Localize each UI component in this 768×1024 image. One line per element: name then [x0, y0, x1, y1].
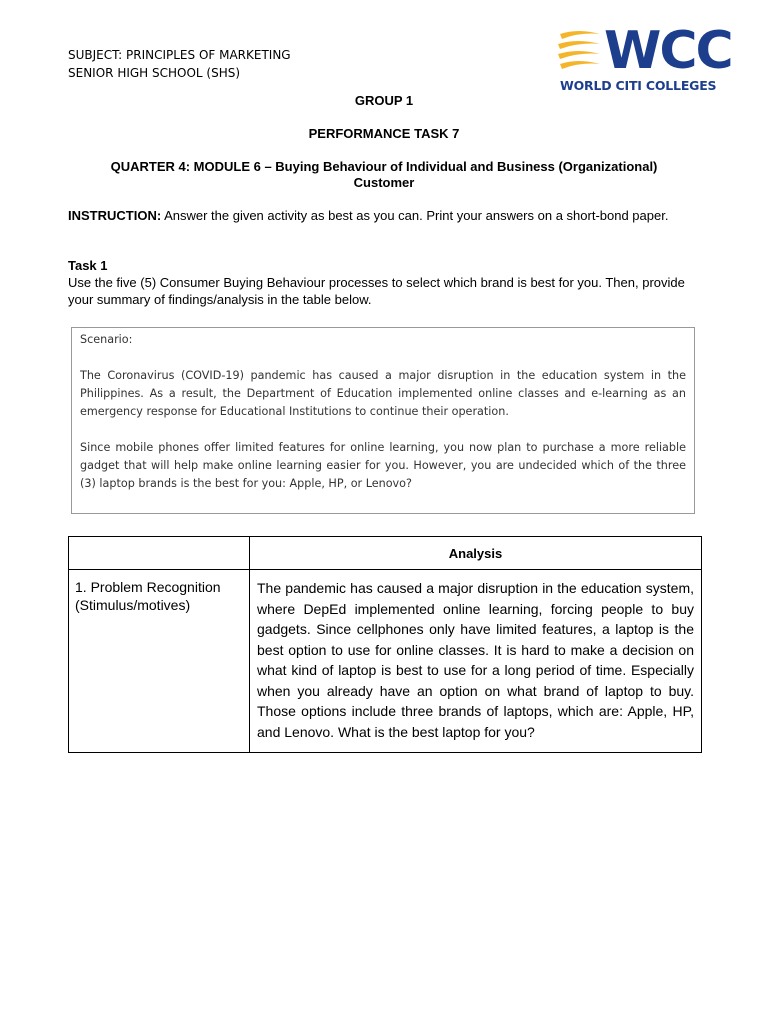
- task1-block: [68, 257, 698, 308]
- module-title: QUARTER 4: MODULE 6 – Buying Behaviour of Individual and Business (Organizational) Customer: [110, 159, 658, 190]
- logo-subtitle: WORLD CITI COLLEGES: [560, 78, 717, 93]
- table-row: [69, 570, 702, 753]
- school-line: SENIOR HIGH SCHOOL (SHS): [68, 66, 241, 80]
- scenario-box: [71, 327, 695, 514]
- scenario-paragraph-2: Since mobile phones offer limited features for online learning, you now plan to purchase a more reliable gadget that will help make online learning easier for you. However, you are undecided which of the three (3) laptop brands is the best for you: Apple, HP, or Lenovo?: [80, 441, 686, 490]
- instruction-label: INSTRUCTION:: [68, 208, 162, 223]
- logo-text: WCC: [604, 21, 732, 81]
- table-header-row: [69, 537, 702, 570]
- analysis-table: [68, 536, 702, 753]
- instruction-text: Answer the given activity as best as you can. Print your answers on a short-bond paper.: [161, 208, 669, 223]
- swoosh-icon: [556, 26, 604, 74]
- task1-text: Use the five (5) Consumer Buying Behaviour processes to select which brand is best for you. Then, provide your summary of findings/analysis in the table below.: [68, 275, 685, 307]
- scenario-paragraph-1: The Coronavirus (COVID-19) pandemic has caused a major disruption in the education system in the Philippines. As a result, the Department of Education implemented online classes and e-learning as an emergency response for Educational Institutions to continue their operation.: [80, 369, 686, 418]
- row-label: 1. Problem Recognition (Stimulus/motives): [69, 570, 250, 753]
- group-title: GROUP 1: [354, 93, 414, 108]
- scenario-title: Scenario:: [80, 333, 133, 346]
- task1-heading: Task 1: [68, 258, 108, 273]
- row-analysis: The pandemic has caused a major disruption in the education system, where DepEd implemented online learning, forcing people to buy gadgets. Since cellphones only have limited features, a laptop is the best option to use for online classes. It is hard to make a decision on what kind of laptop is best to use for a long period of time. Especially when you already have an option on what brand of laptop to buy. Those options include three brands of laptops, which are: Apple, HP, and Lenovo. What is the best laptop for you?: [250, 570, 702, 753]
- header-analysis: Analysis: [250, 537, 702, 570]
- subject-header: [68, 46, 291, 82]
- task-title: PERFORMANCE TASK 7: [308, 126, 460, 141]
- instruction: [68, 207, 698, 224]
- subject-line: SUBJECT: PRINCIPLES OF MARKETING: [68, 48, 291, 62]
- wcc-logo: [556, 20, 732, 96]
- header-empty-cell: [69, 537, 250, 570]
